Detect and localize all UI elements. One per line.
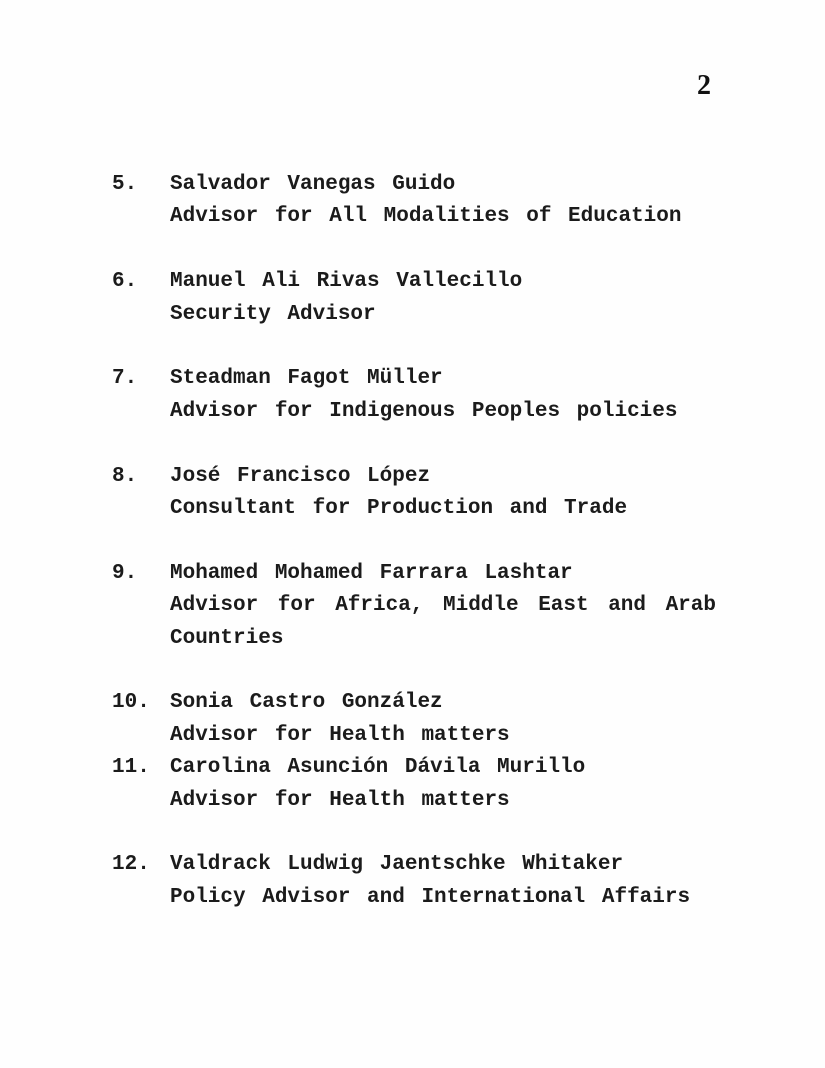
delegate-role: Advisor for All Modalities of Education — [170, 205, 682, 229]
list-item — [112, 687, 716, 752]
list-item — [112, 169, 716, 234]
delegate-name: Mohamed Mohamed Farrara Lashtar — [170, 561, 573, 585]
delegate-name: Carolina Asunción Dávila Murillo — [170, 756, 586, 780]
delegate-role: Consultant for Production and Trade — [170, 497, 628, 521]
delegate-list — [112, 169, 716, 914]
item-text — [170, 849, 716, 914]
list-item — [112, 461, 716, 526]
delegate-role: Advisor for Indigenous Peoples policies — [170, 399, 678, 423]
list-item — [112, 558, 716, 655]
item-text — [170, 558, 716, 655]
item-text — [170, 461, 716, 526]
item-text — [170, 752, 716, 817]
delegate-name: Valdrack Ludwig Jaentschke Whitaker — [170, 853, 624, 877]
item-text — [170, 169, 716, 234]
delegate-role: Advisor for Health matters — [170, 723, 510, 747]
item-number: 11. — [112, 756, 150, 780]
delegate-name: Sonia Castro González — [170, 691, 443, 715]
list-item — [112, 266, 716, 331]
list-item — [112, 752, 716, 817]
item-text — [170, 266, 716, 331]
delegate-name: Steadman Fagot Müller — [170, 367, 443, 391]
item-number: 7. — [112, 367, 138, 391]
page-number: 2 — [697, 70, 711, 101]
item-number: 5. — [112, 173, 138, 196]
list-item — [112, 849, 716, 914]
delegate-name: Salvador Vanegas Guido — [170, 173, 456, 196]
delegate-name: José Francisco López — [170, 464, 431, 488]
delegate-name: Manuel Ali Rivas Vallecillo — [170, 270, 523, 294]
delegate-role: Advisor for Health matters — [170, 788, 510, 812]
item-number: 6. — [112, 270, 138, 294]
delegate-role: Policy Advisor and International Affairs — [170, 885, 691, 909]
delegate-role: Advisor for Africa, Middle East and Arab Countries — [170, 594, 716, 650]
item-number: 12. — [112, 853, 150, 877]
delegate-role: Security Advisor — [170, 302, 376, 326]
item-number: 10. — [112, 691, 150, 715]
item-number: 9. — [112, 561, 138, 585]
item-text — [170, 363, 716, 428]
list-item — [112, 363, 716, 428]
item-number: 8. — [112, 464, 138, 488]
item-text — [170, 687, 716, 752]
